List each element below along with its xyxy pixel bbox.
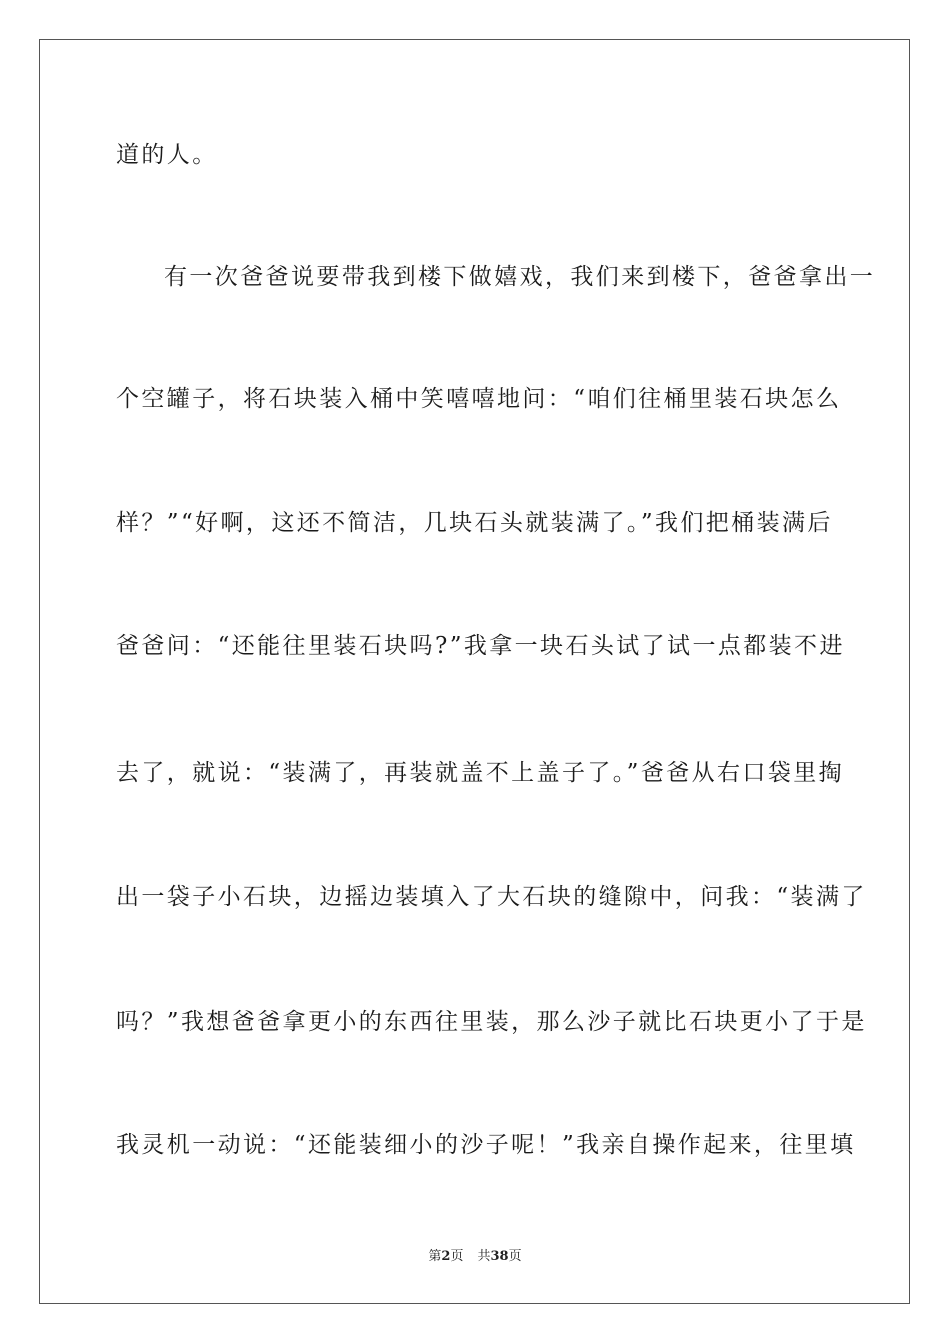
page-frame: [39, 39, 910, 1304]
text-line-5: 爸爸问：“还能往里装石块吗?”我拿一块石头试了试一点都装不进: [116, 633, 845, 659]
text-line-7: 出一袋子小石块，边摇边装填入了大石块的缝隙中，问我：“装满了: [116, 884, 867, 910]
page-prefix: 第: [428, 1249, 442, 1264]
total-pages: 38: [490, 1249, 509, 1264]
total-suffix: 页: [508, 1249, 522, 1264]
text-line-1: 道的人。: [116, 142, 218, 168]
page-suffix: 页: [450, 1249, 464, 1264]
total-prefix: 共: [477, 1249, 491, 1264]
text-line-6: 去了，就说：“装满了，再装就盖不上盖子了。”爸爸从右口袋里掏: [116, 760, 845, 786]
text-line-3: 个空罐子，将石块装入桶中笑嘻嘻地问：“咱们往桶里装石块怎么: [116, 386, 842, 412]
page-footer: [0, 1248, 950, 1266]
text-line-9: 我灵机一动说：“还能装细小的沙子呢！”我亲自操作起来，往里填: [116, 1132, 856, 1158]
page-number: 2: [441, 1249, 451, 1264]
text-line-8: 吗？”我想爸爸拿更小的东西往里装，那么沙子就比石块更小了于是: [116, 1009, 867, 1035]
text-line-2: 有一次爸爸说要带我到楼下做嬉戏，我们来到楼下，爸爸拿出一: [164, 264, 876, 290]
text-line-4: 样？”“好啊，这还不简洁，几块石头就装满了。”我们把桶装满后: [116, 510, 833, 536]
